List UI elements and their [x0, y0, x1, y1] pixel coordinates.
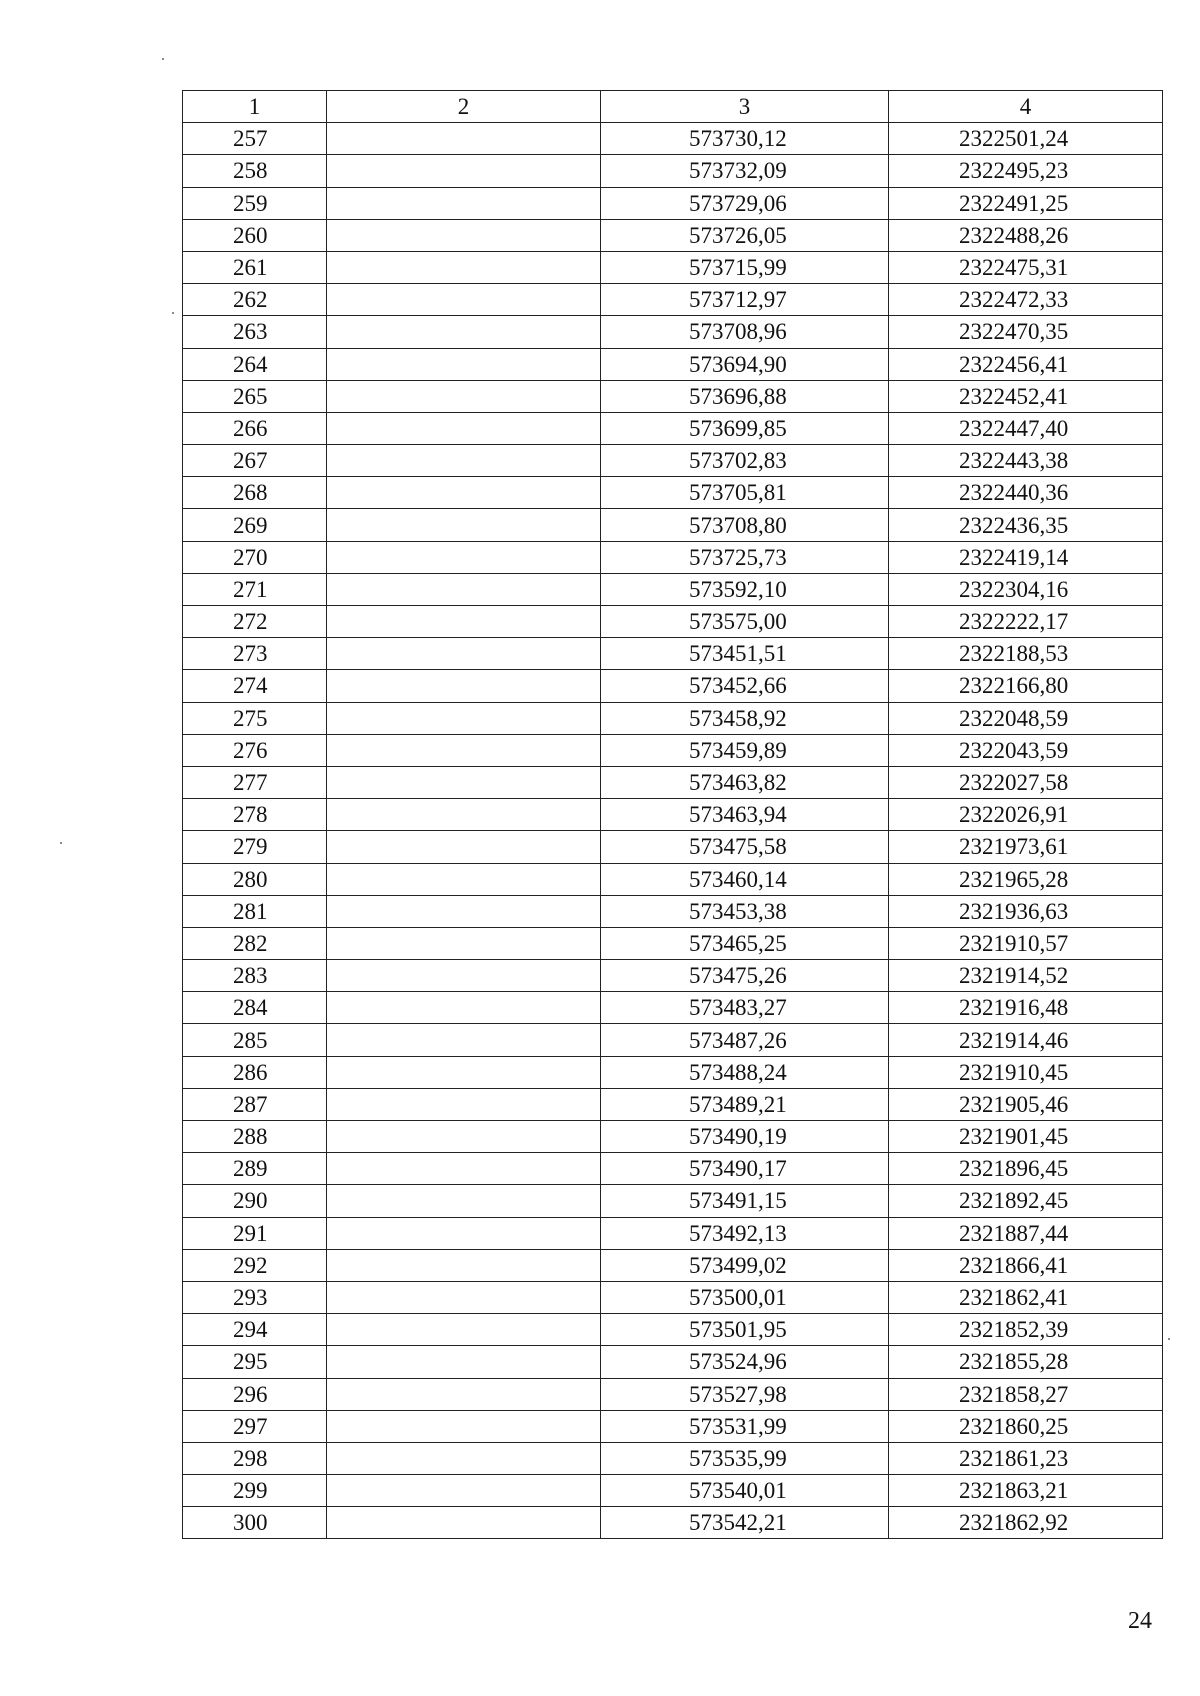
y-coordinate-cell: 2322166,80: [889, 670, 1163, 702]
x-coordinate-cell: 573483,27: [601, 992, 889, 1024]
description-cell: [327, 960, 601, 992]
point-number-cell: 296: [183, 1378, 327, 1410]
x-coordinate-cell: 573465,25: [601, 927, 889, 959]
x-coordinate-cell: 573491,15: [601, 1185, 889, 1217]
x-coordinate-cell: 573460,14: [601, 863, 889, 895]
y-coordinate-cell: 2322472,33: [889, 284, 1163, 316]
coordinates-table: [182, 90, 1163, 1539]
table-row: [183, 155, 1163, 187]
table-row: [183, 1217, 1163, 1249]
description-cell: [327, 606, 601, 638]
point-number-cell: 292: [183, 1249, 327, 1281]
point-number-cell: 297: [183, 1410, 327, 1442]
description-cell: [327, 1314, 601, 1346]
x-coordinate-cell: 573542,21: [601, 1507, 889, 1539]
point-number-cell: 274: [183, 670, 327, 702]
y-coordinate-cell: 2321936,63: [889, 895, 1163, 927]
point-number-cell: 295: [183, 1346, 327, 1378]
table-row: [183, 1185, 1163, 1217]
y-coordinate-cell: 2322222,17: [889, 606, 1163, 638]
table-row: [183, 477, 1163, 509]
description-cell: [327, 155, 601, 187]
table-row: [183, 1121, 1163, 1153]
description-cell: [327, 831, 601, 863]
description-cell: [327, 799, 601, 831]
point-number-cell: 267: [183, 445, 327, 477]
y-coordinate-cell: 2322447,40: [889, 412, 1163, 444]
y-coordinate-cell: 2321858,27: [889, 1378, 1163, 1410]
description-cell: [327, 1088, 601, 1120]
x-coordinate-cell: 573696,88: [601, 380, 889, 412]
table-row: [183, 509, 1163, 541]
scan-speck: [162, 58, 164, 60]
header-col-2: 2: [327, 91, 601, 123]
point-number-cell: 263: [183, 316, 327, 348]
table-row: [183, 992, 1163, 1024]
description-cell: [327, 1507, 601, 1539]
y-coordinate-cell: 2321905,46: [889, 1088, 1163, 1120]
description-cell: [327, 284, 601, 316]
y-coordinate-cell: 2321855,28: [889, 1346, 1163, 1378]
table-row: [183, 927, 1163, 959]
x-coordinate-cell: 573501,95: [601, 1314, 889, 1346]
table-row: [183, 1346, 1163, 1378]
table-row: [183, 1475, 1163, 1507]
point-number-cell: 262: [183, 284, 327, 316]
point-number-cell: 266: [183, 412, 327, 444]
point-number-cell: 260: [183, 219, 327, 251]
table-row: [183, 123, 1163, 155]
y-coordinate-cell: 2321887,44: [889, 1217, 1163, 1249]
description-cell: [327, 1185, 601, 1217]
table-row: [183, 1507, 1163, 1539]
x-coordinate-cell: 573453,38: [601, 895, 889, 927]
point-number-cell: 284: [183, 992, 327, 1024]
description-cell: [327, 1442, 601, 1474]
x-coordinate-cell: 573500,01: [601, 1281, 889, 1313]
table-row: [183, 412, 1163, 444]
y-coordinate-cell: 2321896,45: [889, 1153, 1163, 1185]
x-coordinate-cell: 573458,92: [601, 702, 889, 734]
y-coordinate-cell: 2322188,53: [889, 638, 1163, 670]
description-cell: [327, 702, 601, 734]
y-coordinate-cell: 2322419,14: [889, 541, 1163, 573]
table-row: [183, 445, 1163, 477]
point-number-cell: 275: [183, 702, 327, 734]
point-number-cell: 258: [183, 155, 327, 187]
y-coordinate-cell: 2321914,46: [889, 1024, 1163, 1056]
table-row: [183, 573, 1163, 605]
table-header: [183, 91, 1163, 123]
y-coordinate-cell: 2322027,58: [889, 766, 1163, 798]
description-cell: [327, 766, 601, 798]
y-coordinate-cell: 2322456,41: [889, 348, 1163, 380]
description-cell: [327, 509, 601, 541]
description-cell: [327, 251, 601, 283]
y-coordinate-cell: 2321862,41: [889, 1281, 1163, 1313]
y-coordinate-cell: 2321901,45: [889, 1121, 1163, 1153]
table-row: [183, 1442, 1163, 1474]
description-cell: [327, 219, 601, 251]
y-coordinate-cell: 2322304,16: [889, 573, 1163, 605]
x-coordinate-cell: 573527,98: [601, 1378, 889, 1410]
point-number-cell: 281: [183, 895, 327, 927]
y-coordinate-cell: 2321916,48: [889, 992, 1163, 1024]
table-row: [183, 895, 1163, 927]
point-number-cell: 291: [183, 1217, 327, 1249]
y-coordinate-cell: 2322436,35: [889, 509, 1163, 541]
table-row: [183, 606, 1163, 638]
point-number-cell: 288: [183, 1121, 327, 1153]
description-cell: [327, 412, 601, 444]
x-coordinate-cell: 573463,82: [601, 766, 889, 798]
table-row: [183, 766, 1163, 798]
x-coordinate-cell: 573490,17: [601, 1153, 889, 1185]
description-cell: [327, 1410, 601, 1442]
point-number-cell: 283: [183, 960, 327, 992]
x-coordinate-cell: 573499,02: [601, 1249, 889, 1281]
description-cell: [327, 734, 601, 766]
x-coordinate-cell: 573487,26: [601, 1024, 889, 1056]
y-coordinate-cell: 2322495,23: [889, 155, 1163, 187]
x-coordinate-cell: 573712,97: [601, 284, 889, 316]
y-coordinate-cell: 2321866,41: [889, 1249, 1163, 1281]
x-coordinate-cell: 573535,99: [601, 1442, 889, 1474]
point-number-cell: 293: [183, 1281, 327, 1313]
table-row: [183, 831, 1163, 863]
point-number-cell: 273: [183, 638, 327, 670]
scan-speck: [60, 842, 62, 844]
point-number-cell: 280: [183, 863, 327, 895]
y-coordinate-cell: 2322440,36: [889, 477, 1163, 509]
table-row: [183, 1024, 1163, 1056]
y-coordinate-cell: 2321862,92: [889, 1507, 1163, 1539]
table-row: [183, 799, 1163, 831]
x-coordinate-cell: 573475,58: [601, 831, 889, 863]
description-cell: [327, 1249, 601, 1281]
table-row: [183, 380, 1163, 412]
description-cell: [327, 1281, 601, 1313]
y-coordinate-cell: 2322048,59: [889, 702, 1163, 734]
description-cell: [327, 863, 601, 895]
y-coordinate-cell: 2321914,52: [889, 960, 1163, 992]
y-coordinate-cell: 2322026,91: [889, 799, 1163, 831]
description-cell: [327, 1153, 601, 1185]
x-coordinate-cell: 573732,09: [601, 155, 889, 187]
table-row: [183, 863, 1163, 895]
y-coordinate-cell: 2321973,61: [889, 831, 1163, 863]
y-coordinate-cell: 2321860,25: [889, 1410, 1163, 1442]
x-coordinate-cell: 573463,94: [601, 799, 889, 831]
table-row: [183, 1410, 1163, 1442]
point-number-cell: 272: [183, 606, 327, 638]
description-cell: [327, 123, 601, 155]
x-coordinate-cell: 573702,83: [601, 445, 889, 477]
x-coordinate-cell: 573492,13: [601, 1217, 889, 1249]
scan-speck: [172, 312, 174, 314]
y-coordinate-cell: 2322475,31: [889, 251, 1163, 283]
table-row: [183, 702, 1163, 734]
table-row: [183, 284, 1163, 316]
x-coordinate-cell: 573490,19: [601, 1121, 889, 1153]
point-number-cell: 287: [183, 1088, 327, 1120]
description-cell: [327, 1024, 601, 1056]
description-cell: [327, 1475, 601, 1507]
point-number-cell: 300: [183, 1507, 327, 1539]
description-cell: [327, 1378, 601, 1410]
header-col-4: 4: [889, 91, 1163, 123]
point-number-cell: 259: [183, 187, 327, 219]
y-coordinate-cell: 2321910,57: [889, 927, 1163, 959]
x-coordinate-cell: 573540,01: [601, 1475, 889, 1507]
x-coordinate-cell: 573575,00: [601, 606, 889, 638]
y-coordinate-cell: 2321861,23: [889, 1442, 1163, 1474]
description-cell: [327, 348, 601, 380]
point-number-cell: 265: [183, 380, 327, 412]
y-coordinate-cell: 2322443,38: [889, 445, 1163, 477]
x-coordinate-cell: 573531,99: [601, 1410, 889, 1442]
point-number-cell: 279: [183, 831, 327, 863]
x-coordinate-cell: 573730,12: [601, 123, 889, 155]
table-row: [183, 670, 1163, 702]
y-coordinate-cell: 2321892,45: [889, 1185, 1163, 1217]
x-coordinate-cell: 573524,96: [601, 1346, 889, 1378]
x-coordinate-cell: 573452,66: [601, 670, 889, 702]
y-coordinate-cell: 2321852,39: [889, 1314, 1163, 1346]
point-number-cell: 276: [183, 734, 327, 766]
x-coordinate-cell: 573451,51: [601, 638, 889, 670]
description-cell: [327, 1056, 601, 1088]
point-number-cell: 269: [183, 509, 327, 541]
x-coordinate-cell: 573592,10: [601, 573, 889, 605]
description-cell: [327, 380, 601, 412]
page-number: 24: [1128, 1608, 1152, 1634]
y-coordinate-cell: 2322470,35: [889, 316, 1163, 348]
point-number-cell: 286: [183, 1056, 327, 1088]
table-row: [183, 1249, 1163, 1281]
x-coordinate-cell: 573488,24: [601, 1056, 889, 1088]
description-cell: [327, 445, 601, 477]
x-coordinate-cell: 573726,05: [601, 219, 889, 251]
table-row: [183, 251, 1163, 283]
point-number-cell: 299: [183, 1475, 327, 1507]
x-coordinate-cell: 573459,89: [601, 734, 889, 766]
x-coordinate-cell: 573694,90: [601, 348, 889, 380]
x-coordinate-cell: 573729,06: [601, 187, 889, 219]
description-cell: [327, 638, 601, 670]
table-row: [183, 187, 1163, 219]
description-cell: [327, 316, 601, 348]
point-number-cell: 271: [183, 573, 327, 605]
table-row: [183, 541, 1163, 573]
table-row: [183, 1088, 1163, 1120]
y-coordinate-cell: 2321965,28: [889, 863, 1163, 895]
header-row: [183, 91, 1163, 123]
table-row: [183, 960, 1163, 992]
y-coordinate-cell: 2322488,26: [889, 219, 1163, 251]
description-cell: [327, 1121, 601, 1153]
description-cell: [327, 927, 601, 959]
point-number-cell: 290: [183, 1185, 327, 1217]
description-cell: [327, 541, 601, 573]
point-number-cell: 285: [183, 1024, 327, 1056]
description-cell: [327, 992, 601, 1024]
y-coordinate-cell: 2322452,41: [889, 380, 1163, 412]
x-coordinate-cell: 573699,85: [601, 412, 889, 444]
point-number-cell: 261: [183, 251, 327, 283]
description-cell: [327, 1346, 601, 1378]
x-coordinate-cell: 573475,26: [601, 960, 889, 992]
point-number-cell: 294: [183, 1314, 327, 1346]
y-coordinate-cell: 2322501,24: [889, 123, 1163, 155]
header-col-1: 1: [183, 91, 327, 123]
point-number-cell: 282: [183, 927, 327, 959]
description-cell: [327, 670, 601, 702]
table-row: [183, 219, 1163, 251]
point-number-cell: 264: [183, 348, 327, 380]
point-number-cell: 298: [183, 1442, 327, 1474]
table-row: [183, 734, 1163, 766]
x-coordinate-cell: 573708,80: [601, 509, 889, 541]
header-col-3: 3: [601, 91, 889, 123]
description-cell: [327, 573, 601, 605]
y-coordinate-cell: 2322491,25: [889, 187, 1163, 219]
x-coordinate-cell: 573489,21: [601, 1088, 889, 1120]
table-row: [183, 1153, 1163, 1185]
table-row: [183, 316, 1163, 348]
table-row: [183, 348, 1163, 380]
description-cell: [327, 187, 601, 219]
x-coordinate-cell: 573715,99: [601, 251, 889, 283]
description-cell: [327, 895, 601, 927]
x-coordinate-cell: 573705,81: [601, 477, 889, 509]
point-number-cell: 270: [183, 541, 327, 573]
point-number-cell: 268: [183, 477, 327, 509]
x-coordinate-cell: 573708,96: [601, 316, 889, 348]
description-cell: [327, 477, 601, 509]
y-coordinate-cell: 2321910,45: [889, 1056, 1163, 1088]
table-body: [183, 123, 1163, 1539]
point-number-cell: 278: [183, 799, 327, 831]
table-row: [183, 1281, 1163, 1313]
table-row: [183, 638, 1163, 670]
y-coordinate-cell: 2322043,59: [889, 734, 1163, 766]
point-number-cell: 257: [183, 123, 327, 155]
description-cell: [327, 1217, 601, 1249]
table-row: [183, 1056, 1163, 1088]
point-number-cell: 277: [183, 766, 327, 798]
y-coordinate-cell: 2321863,21: [889, 1475, 1163, 1507]
point-number-cell: 289: [183, 1153, 327, 1185]
table-row: [183, 1314, 1163, 1346]
scan-speck: [1168, 1338, 1170, 1340]
table-row: [183, 1378, 1163, 1410]
x-coordinate-cell: 573725,73: [601, 541, 889, 573]
